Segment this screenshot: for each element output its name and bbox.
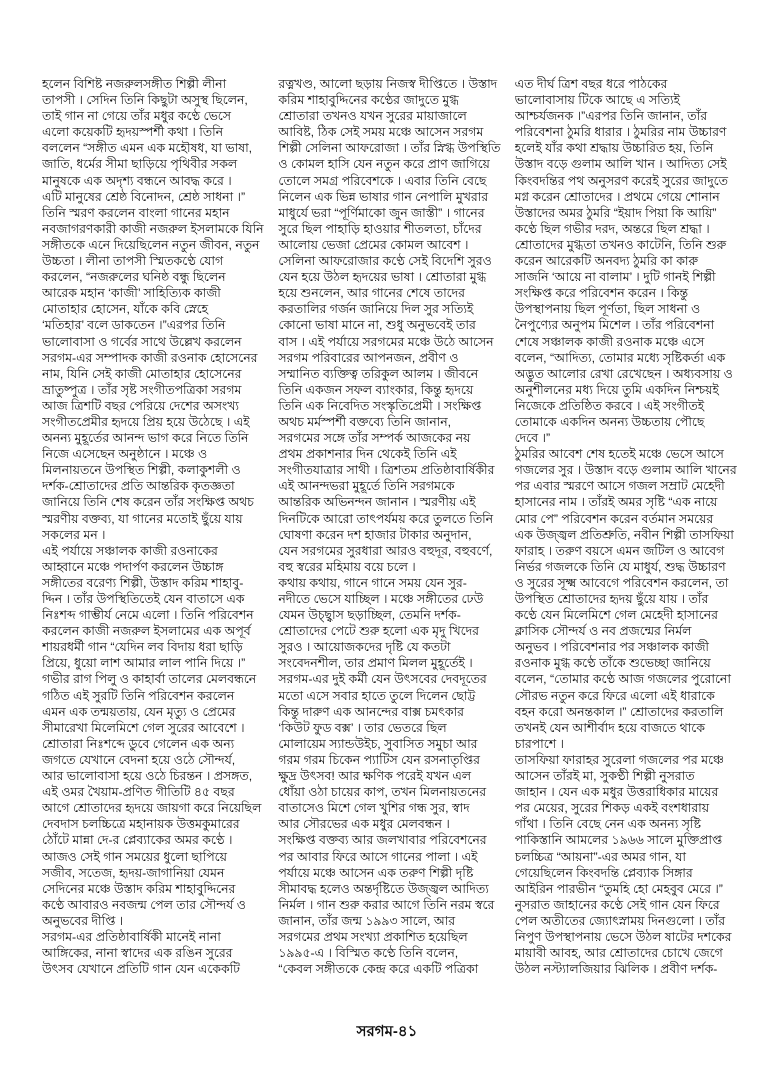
- text-line: ধোঁয়া ওঠা চায়ের কাপ, তখন মিলনায়তনের: [278, 785, 487, 800]
- text-line: ১৯৯৫-এ । বিস্মিত কণ্ঠে তিনি বলেন,: [278, 946, 459, 961]
- text-line: উঠল নস্ট্যালজিয়ার ঝিলিক । প্রবীণ দর্শক-: [514, 962, 718, 977]
- text-line: গেয়েছিলেন কিংবদন্তি প্লেব্যাক সিঙ্গার: [514, 865, 693, 880]
- text-line: সকলের মন ।: [42, 527, 106, 542]
- text-line: নুসরাত জাহানের কণ্ঠে সেই গান যেন ফিরে: [514, 897, 720, 912]
- text-line: ‘কিউট ফুড বক্স’ । তার ভেতরে ছিল: [278, 720, 447, 735]
- text-line: ঘোষণা করেন দশ হাজার টাকার অনুদান,: [278, 527, 472, 542]
- page-footer: [0, 1020, 774, 1045]
- text-line: কথায় কথায়, গানে গানে সময় যেন সুর-: [278, 575, 467, 590]
- text-line: আন্তরিক অভিনন্দন জানান । স্মরণীয় এই: [278, 495, 476, 510]
- text-line: করতালির গর্জন জানিয়ে দিল সুর সত্যিই: [278, 302, 474, 317]
- text-line: অনুভব । পরিবেশনার পর সঞ্চালক কাজী: [514, 640, 709, 655]
- text-line: সংক্ষিপ্ত বক্তব্য আর জলখাবার পরিবেশনের: [278, 833, 487, 848]
- text-line: আলোয় ভেজা প্রেমের কোমল আবেশ ।: [278, 237, 469, 252]
- text-line: সংগীতযাত্রার সাথী । ত্রিশতম প্রতিষ্ঠাবার্ষিকীর: [278, 463, 495, 478]
- text-line: নির্মল । গান শুরু করার আগে তিনি নরম স্বরে: [278, 897, 495, 912]
- text-line: বহন করো অনন্তকাল ।” শ্রোতাদের করতালি: [514, 704, 724, 719]
- text-line: জাতি, ধর্মের সীমা ছাড়িয়ে পৃথিবীর সকল: [42, 157, 238, 172]
- text-line: সংবেদনশীল, তার প্রমাণ মিলল মুহূর্তেই ।: [278, 656, 473, 671]
- text-line: ঠোঁটে মান্না দে-র প্লেব্যাকের অমর কণ্ঠে ।: [42, 833, 233, 848]
- paragraph: [42, 543, 265, 929]
- paragraph: [515, 446, 738, 752]
- text-line: আরেক মহান ‘কাজী’ সাহিত্যিক কাজী: [42, 286, 221, 301]
- paragraph: [42, 929, 265, 977]
- text-line: যেমন উচ্ছ্বাস ছড়াচ্ছিল, তেমনি দর্শক-: [278, 608, 461, 623]
- text-line: ভালোবাসায় টিকে আছে এ সত্যিই: [514, 93, 680, 108]
- text-line: মতো এসে সবার হাতে তুলে দিলেন ছোট্ট: [278, 688, 476, 703]
- text-line: বাতাসেও মিশে গেল খুশির গন্ধ সুর, স্বাদ: [278, 801, 470, 816]
- text-line: উৎসব যেখানে প্রতিটি গান যেন একেকটি: [42, 962, 240, 977]
- text-line: সেদিনের মঞ্চে উস্তাদ করিম শাহাবুদ্দিনের: [42, 881, 236, 896]
- text-line: মিলনায়তনে উপস্থিত শিল্পী, কলাকুশলী ও: [42, 463, 241, 478]
- text-line: নদীতে ভেসে যাচ্ছিল । মঞ্চে সঙ্গীতের ঢেউ: [278, 592, 484, 606]
- text-line: সঙ্গীতকে এনে দিয়েছিলেন নতুন জীবন, নতুন: [42, 237, 260, 252]
- article-body: [42, 76, 738, 977]
- text-line: নিলেন এক ভিন্ন ভাষার গান নেপালি মুখরার: [278, 189, 489, 204]
- text-line: হয়ে শুনলেন, আর গানের শেষে তাদের: [278, 286, 465, 301]
- text-line: বহু স্বরের মহিমায় বয়ে চলে ।: [278, 559, 416, 574]
- text-line: সরগম পরিবারের আপনজন, প্রবীণ ও: [278, 350, 459, 365]
- text-line: উচ্চতা । লীনা তাপসী স্মিতকণ্ঠে যোগ: [42, 254, 224, 269]
- text-line: তিনি এক নিবেদিত সংস্কৃতিপ্রেমী । সংক্ষিপ্ত: [278, 398, 482, 413]
- text-line: এলো কয়েকটি হৃদয়স্পর্শী কথা । তিনি: [42, 125, 224, 140]
- text-line: কোনো ভাষা মানে না, শুধু অনুভবেই তার: [278, 318, 476, 333]
- paragraph: [278, 575, 501, 977]
- text-line: পাকিস্তানি আমলের ১৯৬৬ সালে মুক্তিপ্রাপ্ত: [514, 833, 723, 848]
- text-line: জগতে যেখানে বেদনা হয়ে ওঠে সৌন্দর্য,: [42, 752, 236, 767]
- text-line: বাস । এই পর্যায়ে সরগমের মঞ্চে উঠে আসেন: [278, 334, 494, 349]
- text-line: এক উজ্জ্বল প্রতিশ্রুতি, নবীন শিল্পী তাসফিয়া: [514, 527, 734, 542]
- paragraph: [515, 752, 738, 977]
- text-line: মোলায়েম স্যান্ডউইচ, সুবাসিত সমুচা আর: [278, 736, 478, 751]
- text-line: তোলে সমগ্র পরিবেশকে । এবার তিনি বেছে: [278, 173, 487, 188]
- text-line: গরম গরম চিকেন প্যাটিস যেন রসনাতৃপ্তির: [278, 752, 480, 767]
- text-line: করলেন, “নজরুলের ঘনিষ্ঠ বন্ধু ছিলেন: [42, 270, 226, 285]
- text-line: শ্রোতাদের পেটে শুরু হলো এক মৃদু খিদের: [278, 624, 479, 639]
- text-line: করলেন কাজী নজরুল ইসলামের এক অপূর্ব: [42, 624, 251, 639]
- text-line: এই আনন্দভরা মুহূর্তে তিনি সরগমকে: [278, 479, 455, 494]
- text-line: দেবে ।”: [514, 431, 551, 446]
- text-line: নাম, যিনি সেই কাজী মোতাহার হোসেনের: [42, 366, 242, 381]
- text-line: কণ্ঠে যেন মিলেমিশে গেল মেহেদী হাসানের: [514, 608, 718, 623]
- text-line: এত দীর্ঘ ত্রিশ বছর ধরে পাঠকের: [514, 77, 668, 91]
- text-line: জানিয়ে তিনি শেষ করেন তাঁর সংক্ষিপ্ত অথচ: [42, 495, 254, 510]
- text-line: সুরও । আয়োজকদের দৃষ্টি যে কতটা: [278, 640, 451, 655]
- text-line: অনুভবের দীপ্তি ।: [42, 913, 124, 928]
- text-line: সুরে ছিল পাহাড়ি হাওয়ার শীতলতা, চাঁদের: [278, 221, 482, 236]
- text-line: সীমাবদ্ধ হলেও অন্তর্দৃষ্টিতে উজ্জ্বল আদিত্য: [278, 881, 489, 896]
- text-line: তাপসী । সেদিন তিনি কিছুটা অসুস্থ ছিলেন,: [42, 93, 248, 108]
- text-line: অদ্ভুত আলোর রেখা রেখেছেন । অধ্যবসায় ও: [514, 366, 733, 381]
- text-line: পর মেয়ের, সুরের শিকড় একই বংশধারায়: [514, 801, 710, 816]
- text-line: ও সুরের সূক্ষ্ম আবেগে পরিবেশন করলেন, তা: [514, 575, 729, 590]
- text-line: গাঁথা । তিনি বেছে নেন এক অনন্য সৃষ্টি: [514, 817, 701, 832]
- text-line: সংক্ষিপ্ত করে পরিবেশন করেন । কিন্তু: [514, 286, 689, 301]
- text-line: হাসানের নাম । তাঁরই অমর সৃষ্টি “এক নায়ে: [514, 495, 718, 510]
- text-line: যেন হয়ে উঠল হৃদয়ের ভাষা । শ্রোতারা মুগ্ধ: [278, 270, 487, 285]
- text-line: কিংবদন্তির পথ অনুসরণ করেই সুরের জাদুতে: [514, 173, 728, 188]
- text-line: সরগম-এর প্রতিষ্ঠাবার্ষিকী মানেই নানা: [42, 929, 221, 944]
- text-line: ফারাহ । তরুণ বয়সে এমন জটিল ও আবেগ: [514, 543, 725, 558]
- text-line: মাধুর্যে ভরা “পূর্ণিমাকো জুন জাস্তী” । গানের: [278, 205, 485, 220]
- text-line: আঙ্গিকের, নানা স্বাদের এক রঙিন সুরের: [42, 946, 233, 961]
- text-line: আশ্চর্যজনক ।”এরপর তিনি জানান, তাঁর: [514, 109, 708, 124]
- text-line: দ্দিন । তাঁর উপস্থিতিতেই যেন বাতাসে এক: [42, 592, 245, 606]
- text-line: বলেন, “তোমার কণ্ঠে আজ গজলের পুরোনো: [514, 672, 731, 687]
- text-column-3: [515, 76, 738, 977]
- text-line: সেলিনা আফরোজার কণ্ঠে সেই বিদেশি সুরও: [278, 254, 492, 269]
- text-column-1: [42, 76, 265, 977]
- text-line: তিনি স্মরণ করলেন বাংলা গানের মহান: [42, 205, 230, 220]
- text-line: রওনাক মুগ্ধ কণ্ঠে তাঁকে শুভেচ্ছা জানিয়ে: [514, 656, 711, 671]
- text-line: সরগম-এর সম্পাদক কাজী রওনাক হোসেনের: [42, 350, 258, 365]
- text-line: করিম শাহাবুদ্দিনের কণ্ঠের জাদুতে মুগ্ধ: [278, 93, 459, 108]
- text-line: আবিষ্ট, ঠিক সেই সময় মঞ্চে আসেন সরগম: [278, 125, 484, 140]
- text-line: মানুষকে এক অদৃশ্য বন্ধনে আবদ্ধ করে ।: [42, 173, 232, 188]
- text-line: সীমারেখা মিলেমিশে গেল সুরের আবেশে ।: [42, 720, 245, 735]
- text-line: প্রিয়ে, ধুয়ো লাশ আমার লাল পানি দিয়ে ।”: [42, 656, 246, 671]
- text-line: আইরিন পারভীন “তুমহি হো মেহবুব মেরে ।”: [514, 881, 723, 896]
- text-line: আসেন তাঁরই মা, সুকণ্ঠী শিল্পী নুসরাত: [514, 769, 695, 784]
- text-line: সরগম-এর দুই কর্মী যেন উৎসবের দেবদূতের: [278, 672, 487, 687]
- text-line: পর্যায়ে মঞ্চে আসেন এক তরুণ শিল্পী দৃষ্টি: [278, 865, 474, 880]
- text-line: তোমাকে একদিন অনন্য উচ্চতায় পৌছে: [514, 414, 705, 429]
- text-line: করেন আরেকটি অনবদ্য ঠুমরি কা কারু: [514, 254, 698, 269]
- text-line: গভীর রাগ পিলু ও কাহার্বা তালের মেলবন্ধনে: [42, 672, 257, 687]
- text-line: পেল অতীতের জ্যোৎস্নাময় দিনগুলো । তাঁর: [514, 913, 726, 928]
- text-line: এটি মানুষের শ্রেষ্ঠ বিনোদন, শ্রেষ্ঠ সাধনা ।”: [42, 189, 246, 204]
- text-line: শায়রধর্মী গান “যেদিন লব বিদায় ধরা ছাড়ি: [42, 640, 243, 655]
- text-line: মগ্ন করেন শ্রোতাদের । প্রথমে গেয়ে শোনান: [514, 189, 720, 204]
- text-line: জাহান । যেন এক মধুর উত্তরাধিকার মায়ের: [514, 785, 719, 800]
- text-line: চলচ্চিত্র “আয়না”-এর অমর গান, যা: [514, 849, 687, 864]
- text-line: নির্ভর গজলকে তিনি যে মাধুর্য, শুদ্ধ উচ্চারণ: [514, 559, 726, 574]
- text-line: পরিবেশনা ঠুমরি ধারার । ঠুমরির নাম উচ্চারণ: [514, 125, 727, 140]
- text-line: সজীব, সতেজ, হৃদয়-জাগানিয়া যেমন: [42, 865, 225, 880]
- text-line: কণ্ঠে আবারও নবজন্ম পেল তার সৌন্দর্য ও: [42, 897, 246, 912]
- text-line: সরগমের সঙ্গে তাঁর সম্পর্ক আজকের নয়: [278, 431, 471, 446]
- text-line: সঙ্গীতের বরেণ্য শিল্পী, উস্তাদ করিম শাহাবু-: [42, 575, 244, 590]
- text-line: শ্রোতারা নিঃশব্দে ডুবে গেলেন এক অন্য: [42, 736, 235, 751]
- text-line: শিল্পী সেলিনা আফরোজা । তাঁর স্নিগ্ধ উপস্থিতি: [278, 141, 501, 156]
- text-line: মোতাহার হোসেন, যাঁকে কবি স্নেহে: [42, 302, 209, 317]
- text-line: তাই গান না গেয়ে তাঁর মধুর কণ্ঠে ভেসে: [42, 109, 231, 124]
- text-line: গজলের সুর । উস্তাদ বড়ে গুলাম আলি খানের: [514, 463, 737, 478]
- text-line: ভালোবাসা ও গর্বের সাথে উল্লেখ করলেন: [42, 334, 242, 349]
- paragraph: [515, 76, 738, 446]
- text-line: সৌরভ নতুন করে ফিরে এলো এই ধারাকে: [514, 688, 715, 703]
- text-line: নিপুণ উপস্থাপনায় ভেসে উঠল ষাটের দশকের: [514, 929, 732, 944]
- paragraph: [278, 76, 501, 575]
- text-line: আগে শ্রোতাদের হৃদয়ে জায়গা করে নিয়েছিল: [42, 801, 262, 816]
- text-line: শেষে সঞ্চালক কাজী রওনাক মঞ্চে এসে: [514, 334, 705, 349]
- text-line: ও কোমল হাসি যেন নতুন করে প্রাণ জাগিয়ে: [278, 157, 490, 172]
- text-column-2: [278, 76, 501, 977]
- text-line: যেন সরগমের সুরধারা আরও বহুদূর, বহুবর্ণে,: [278, 543, 493, 558]
- text-line: তাসফিয়া ফারাহর সুরেলা গজলের পর মঞ্চে: [514, 752, 724, 767]
- text-line: এই ওমর খৈয়াম-প্রণিত গীতিটি ৪৫ বছর: [42, 785, 235, 800]
- text-line: “কেবল সঙ্গীতকে কেন্দ্র করে একটি পত্রিকা: [278, 962, 479, 977]
- text-line: তখনই যেন আশীর্বাদ হয়ে বাজতে থাকে: [514, 720, 705, 735]
- paragraph: [42, 76, 265, 543]
- text-line: অনন্য মুহূর্তের আনন্দ ভাগ করে নিতে তিনি: [42, 431, 249, 446]
- text-line: আহ্বানে মঞ্চে পদার্পণ করলেন উচ্চাঙ্গ: [42, 559, 224, 574]
- text-line: আর সৌরভের এক মধুর মেলবন্ধন ।: [278, 817, 450, 832]
- text-line: ক্ষুদ্র উৎসব! আর ক্ষণিক পরেই যখন এল: [278, 769, 472, 784]
- text-line: অথচ মর্মস্পর্শী বক্তব্যে তিনি জানান,: [278, 414, 452, 429]
- text-line: উপস্থাপনায় ছিল পূর্ণতা, ছিল সাধনা ও: [514, 302, 701, 317]
- text-line: আজও সেই গান সময়ের ধুলো ছাপিয়ে: [42, 849, 227, 864]
- text-line: দর্শক-শ্রোতাদের প্রতি আন্তরিক কৃতজ্ঞতা: [42, 479, 235, 494]
- text-line: দিনটিকে আরো তাৎপর্যময় করে তুলতে তিনি: [278, 511, 494, 526]
- text-line: নৈপুণ্যের অনুপম মিশেল । তাঁর পরিবেশনা: [514, 318, 715, 333]
- text-line: দেবদাস চলচ্চিত্রে মহানায়ক উত্তমকুমারের: [42, 817, 240, 832]
- text-line: এই পর্যায়ে সঞ্চালক কাজী রওনাকের: [42, 543, 218, 558]
- text-line: উস্তাদের অমর ঠুমরি “ইয়াদ পিয়া কি আয়ি”: [514, 205, 717, 220]
- text-line: সাজনি ‘আয়ে না বালাম’ । দুটি গানই শিল্পী: [514, 270, 716, 285]
- text-line: ভ্রাতুষ্পুত্র । তাঁর সৃষ্ট সংগীতপত্রিকা সরগম: [42, 382, 242, 397]
- text-line: সম্মানিত ব্যক্তিত্ব তরিকুল আলম । জীবনে: [278, 366, 479, 381]
- text-line: প্রথম প্রকাশনার দিন থেকেই তিনি এই: [278, 447, 457, 462]
- text-line: গঠিত এই সুরটি তিনি পরিবেশন করলেন: [42, 688, 235, 703]
- text-line: বলেন, “আদিত্য, তোমার মধ্যে সৃষ্টিকর্তা এক: [514, 350, 726, 365]
- text-line: নিঃশব্দ গাম্ভীর্য নেমে এলো । তিনি পরিবেশন: [42, 608, 254, 623]
- text-line: উস্তাদ বড়ে গুলাম আলি খান । আদিত্য সেই: [514, 157, 727, 172]
- text-line: জানান, তাঁর জন্ম ১৯৯৩ সালে, আর: [278, 913, 456, 928]
- text-line: বললেন “সঙ্গীত এমন এক মহৌষধ, যা ভাষা,: [42, 141, 253, 156]
- text-line: এমন এক তন্ময়তায়, যেন মৃত্যু ও প্রেমের: [42, 704, 236, 719]
- text-line: হলেই যাঁর কথা শ্রদ্ধায় উচ্চারিত হয়, তিনি: [514, 141, 714, 156]
- text-line: নবজাগরণকারী কাজী নজরুল ইসলামকে যিনি: [42, 221, 264, 236]
- text-line: কণ্ঠে ছিল গভীর দরদ, অন্তরে ছিল শ্রদ্ধা ।: [514, 221, 710, 236]
- text-line: সংগীতপ্রেমীর হৃদয়ে প্রিয় হয়ে উঠেছে । এই: [42, 414, 250, 429]
- text-line: ক্লাসিক সৌন্দর্য ও নব প্রজন্মের নির্মল: [514, 624, 692, 639]
- text-line: নিজেকে প্রতিষ্ঠিত করবে । এই সংগীতই: [514, 398, 705, 413]
- text-line: নিজে এসেছেন অনুষ্ঠানে । মঞ্চে ও: [42, 447, 208, 462]
- text-line: স্মরণীয় বক্তব্য, যা গানের মতোই ছুঁয়ে যায়: [42, 511, 243, 526]
- text-line: উপস্থিত শ্রোতাদের হৃদয় ছুঁয়ে যায় । তাঁর: [514, 592, 709, 606]
- text-line: পর আবার ফিরে আসে গানের পালা । এই: [278, 849, 478, 864]
- text-line: মায়াবী আবহ, আর শ্রোতাদের চোখে জেগে: [514, 946, 723, 961]
- text-line: পর এবার স্মরণে আসে গজল সম্রাট মেহেদী: [514, 479, 725, 494]
- text-line: সরগমের প্রথম সংখ্যা প্রকাশিত হয়েছিল: [278, 929, 468, 944]
- text-line: কিন্তু দারুণ এক আনন্দের বাক্স চমৎকার: [278, 704, 464, 719]
- text-line: আর ভালোবাসা হয়ে ওঠে চিরন্তন । প্রসঙ্গত,: [42, 769, 253, 784]
- text-line: ‘মতিহার’ বলে ডাকতেন ।”এরপর তিনি: [42, 318, 226, 333]
- text-line: শ্রোতারা তখনও যখন সুরের মায়াজালে: [278, 109, 467, 124]
- text-line: তিনি একজন সফল ব্যাংকার, কিন্তু হৃদয়ে: [278, 382, 474, 397]
- text-line: আজ ত্রিশটি বছর পেরিয়ে দেশের অসংখ্য: [42, 398, 239, 413]
- text-line: ঠুমরির আবেশ শেষ হতেই মঞ্চে ভেসে আসে: [514, 447, 724, 462]
- text-line: রত্নখণ্ড, আলো ছড়ায় নিজস্ব দীপ্তিতে । উস্তাদ: [278, 77, 498, 91]
- text-line: মোর পে” পরিবেশন করেন বর্তমান সময়ের: [514, 511, 714, 526]
- text-line: শ্রোতাদের মুগ্ধতা তখনও কাটেনি, তিনি শুরু: [514, 237, 727, 252]
- text-line: অনুশীলনের মধ্য দিয়ে তুমি একদিন নিশ্চয়ই: [514, 382, 719, 397]
- text-line: হলেন বিশিষ্ট নজরুলসঙ্গীত শিল্পী লীনা: [42, 77, 227, 91]
- page-number: সরগম-৪১: [356, 1023, 418, 1040]
- text-line: চারপাশে ।: [514, 736, 564, 751]
